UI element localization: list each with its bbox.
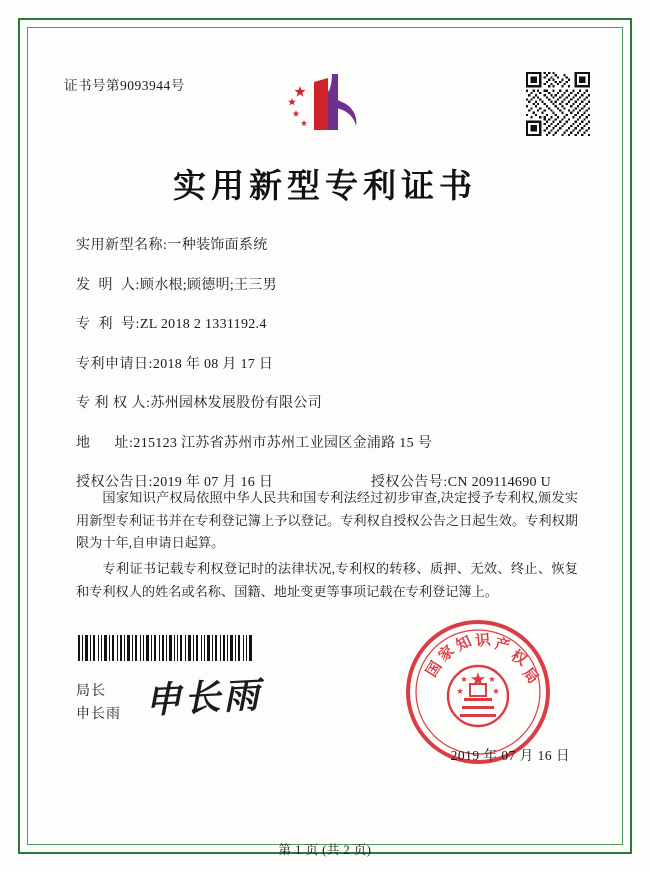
field-row-application-date <box>76 354 580 375</box>
field-row-address <box>76 433 580 454</box>
field-value: 2018 年 08 月 17 日 <box>152 356 274 372</box>
signature-role: 局长 <box>76 684 106 699</box>
field-value: ZL 2018 2 1331192.4 <box>139 317 267 332</box>
field-value: 苏州园林发展股份有限公司 <box>150 396 322 411</box>
field-row-patent-number <box>76 314 580 335</box>
page-title: 实用新型专利证书 <box>173 166 477 205</box>
qr-code-icon <box>526 72 590 136</box>
svg-text:知: 知 <box>453 631 475 655</box>
field-label-grant-date: 授权公告日: <box>76 475 153 490</box>
field-value: 215123 江苏省苏州市苏州工业园区金浦路 15 号 <box>133 435 432 451</box>
field-row-inventor <box>76 275 580 296</box>
patent-office-logo-icon <box>270 68 380 140</box>
field-list <box>76 235 580 512</box>
svg-text:权: 权 <box>507 646 531 670</box>
svg-text:局: 局 <box>518 664 543 688</box>
svg-text:国: 国 <box>422 657 446 681</box>
field-value: 一种装饰面系统 <box>167 238 268 253</box>
field-label-publication-number: 授权公告号: <box>370 475 448 490</box>
field-label: 发 明 人: <box>76 277 140 293</box>
seal-date: 2019 年 07 月 16 日 <box>450 748 570 763</box>
field-label: 专 利 权 人: <box>76 396 151 411</box>
field-label: 专 利 号: <box>76 317 140 332</box>
barcode-icon <box>76 635 256 661</box>
field-row-patentee <box>76 393 580 414</box>
svg-text:产: 产 <box>493 634 512 656</box>
handwritten-signature: 申长雨 <box>144 673 264 723</box>
signature-block <box>76 680 121 726</box>
paragraph-1: 国家知识产权局依照中华人民共和国专利法经过初步审查,决定授予专利权,颁发实用新型专利证书并在专利登记簿上予以登记。专利权自授权公告之日起生效。专利权期限为十年,自申请日起算。 <box>76 490 578 551</box>
legal-text <box>76 487 578 607</box>
certificate-number: 证书号第9093944号 <box>64 78 185 93</box>
field-value-publication-number: CN 209114690 U <box>447 475 552 490</box>
field-label: 地 址: <box>76 435 134 451</box>
signature-name: 申长雨 <box>76 707 121 723</box>
svg-text:识: 识 <box>474 630 492 650</box>
svg-text:家: 家 <box>434 641 458 665</box>
field-label: 专利申请日: <box>76 356 153 372</box>
field-row-name <box>76 235 580 256</box>
certificate-content <box>40 40 610 832</box>
page-footer: 第 1 页 (共 2 页) <box>278 843 372 857</box>
paragraph-2: 专利证书记载专利权登记时的法律状况,专利权的转移、质押、无效、终止、恢复和专利权人的姓名或名称、国籍、地址变更等事项记载在专利登记簿上。 <box>76 561 578 599</box>
field-value-grant-date: 2019 年 07 月 16 日 <box>152 475 274 490</box>
field-label: 实用新型名称: <box>76 238 168 253</box>
field-value: 顾水根;顾德明;王三男 <box>139 277 277 293</box>
